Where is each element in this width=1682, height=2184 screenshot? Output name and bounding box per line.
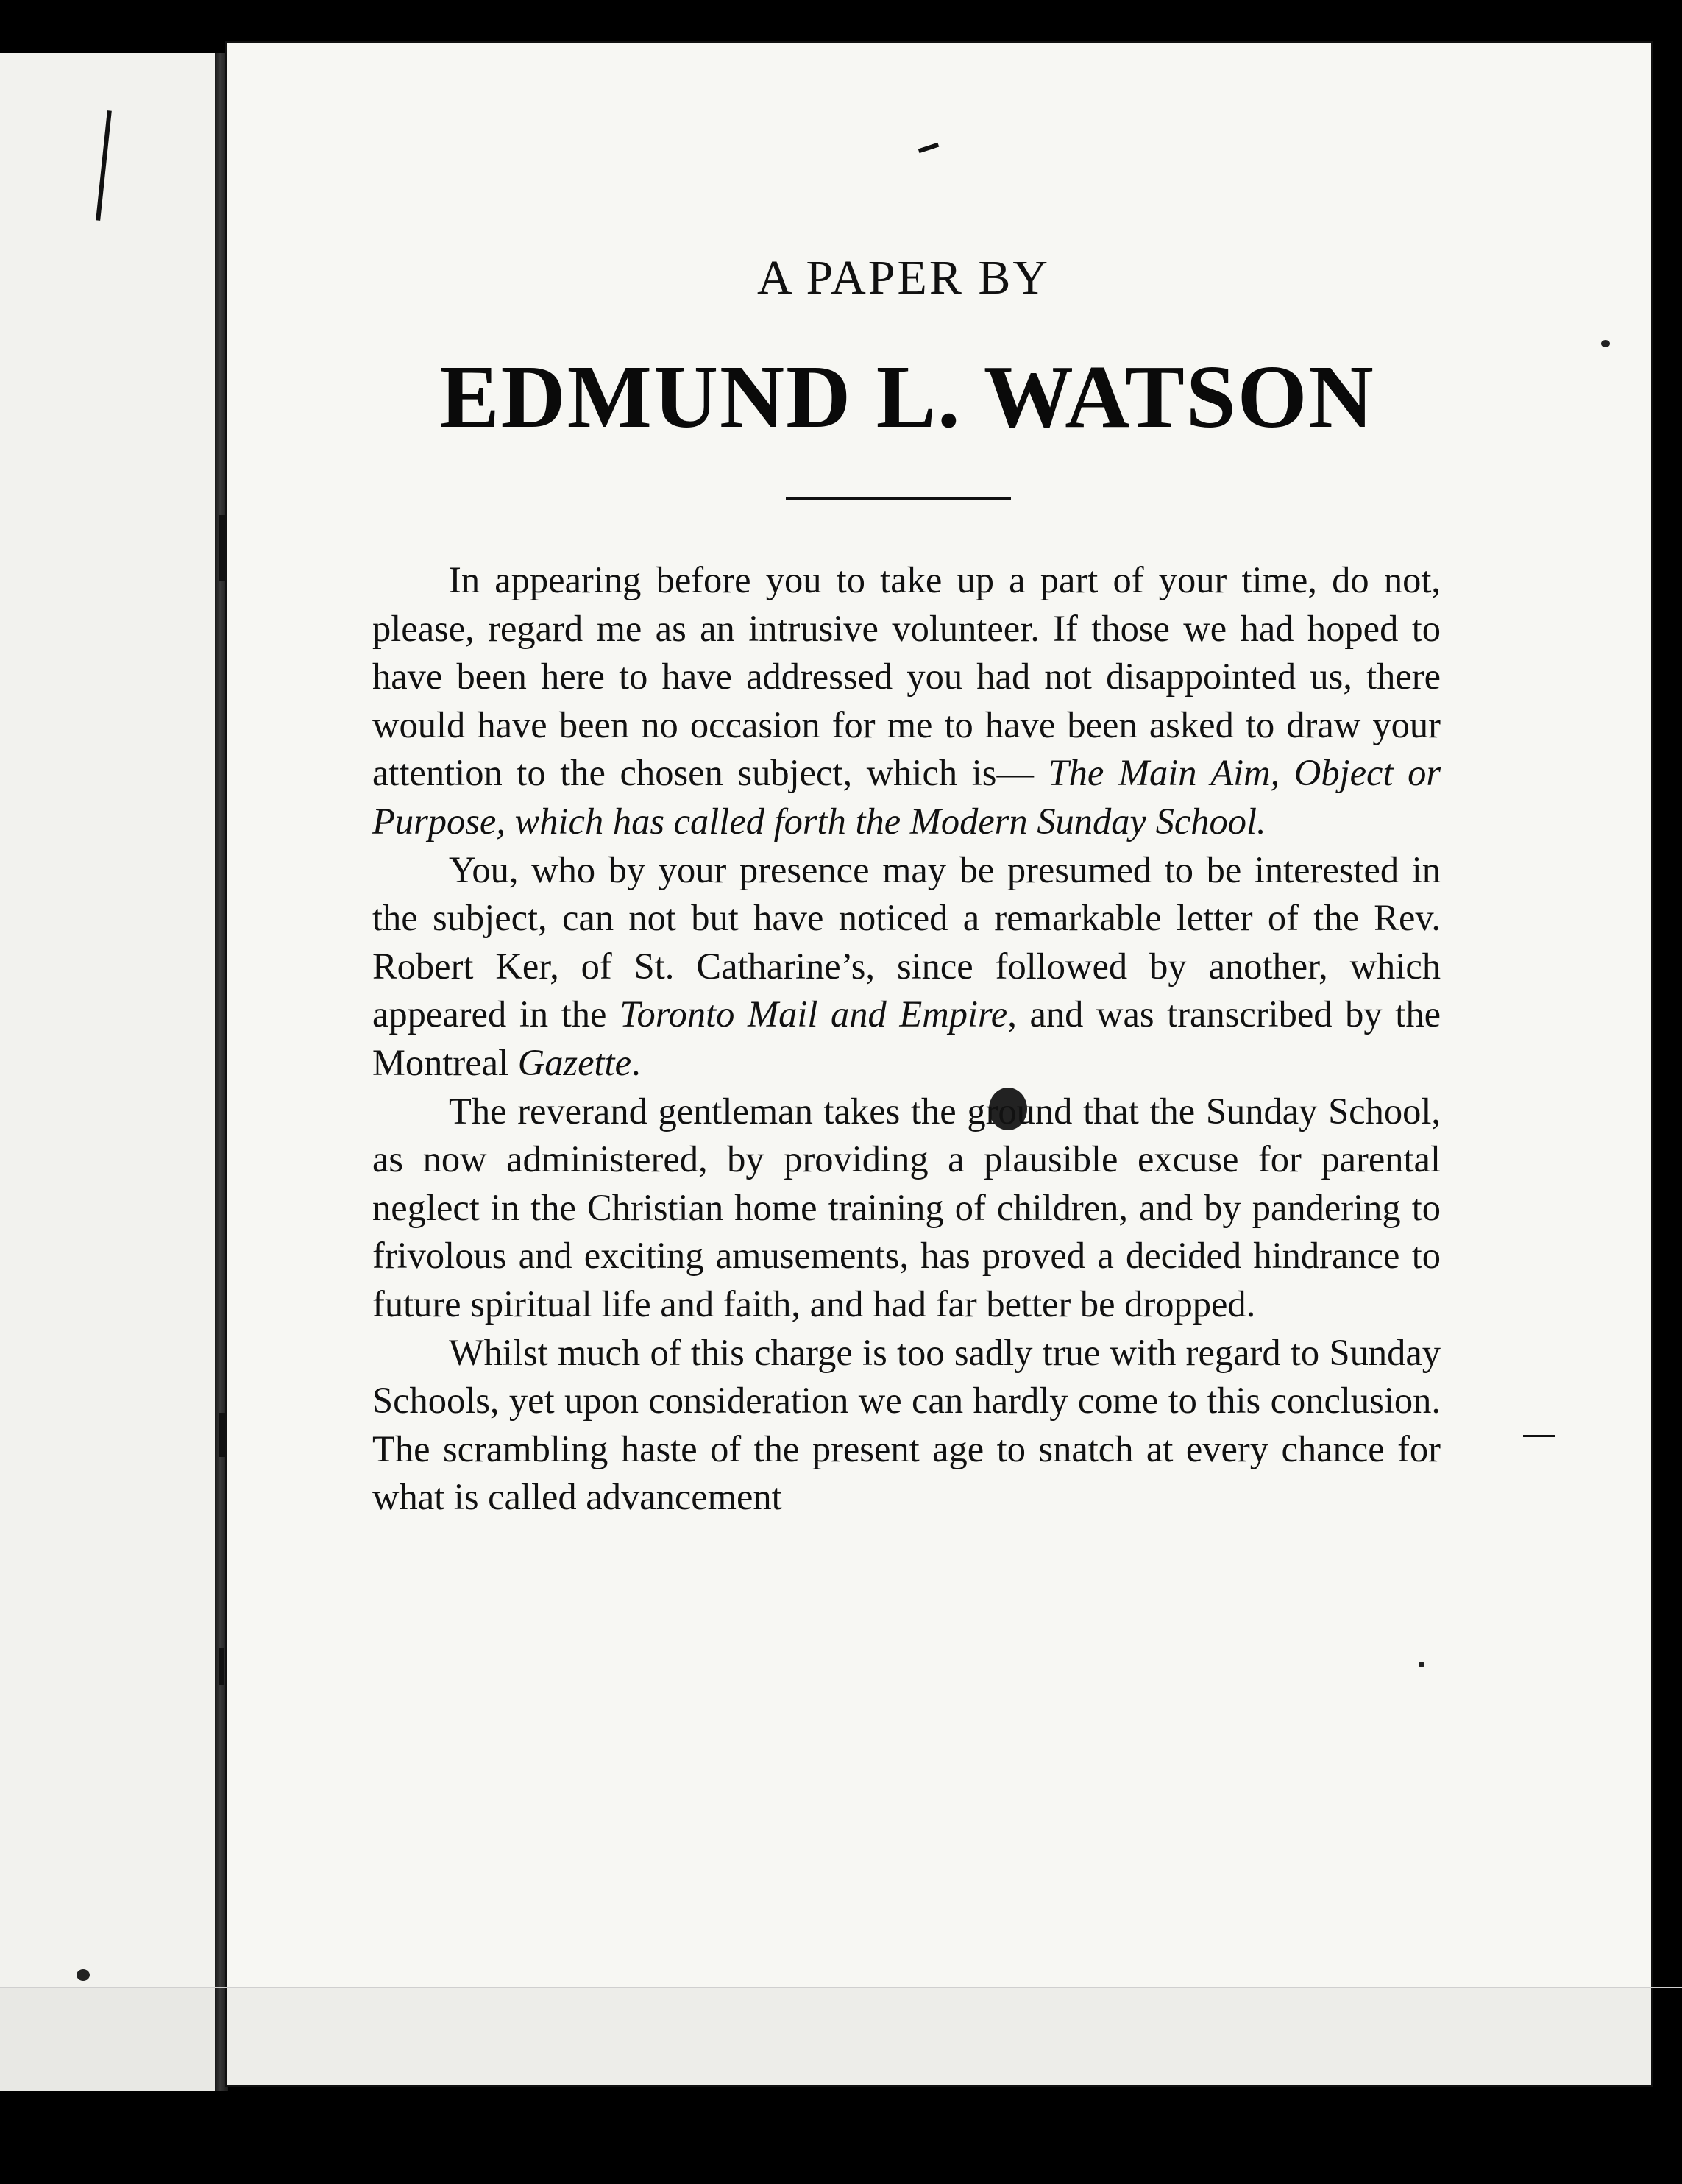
paragraph-text: The reverand gentleman takes the ground that the Sunday School, as now administered, by providing a plausible excuse for parental neglect in the Christian home training of children, and by pandering to frivolous and exciting amusements, has proved a decided hindrance to future spiritual life and faith, and had far better be dropped.: [372, 1090, 1441, 1325]
paragraph-italic: Toronto Mail and Empire: [620, 993, 1008, 1035]
scan-speck: [77, 1969, 90, 1981]
scan-mark: [219, 515, 225, 581]
paragraph: [372, 846, 1441, 1088]
paragraph-text: In appearing before you to take up a part of your time, do not, please, regard me as an intrusive volunteer. If those we had hoped to have been here to have addressed you had not disappointed us, there would have been no occasion for me to have been asked to draw your attention to the chosen subject, which is—: [372, 559, 1441, 794]
author-title: EDMUND L. WATSON: [439, 347, 1375, 447]
scan-bottom-band: [0, 1987, 1682, 2092]
paragraph-text: , and was transcribed by the Montreal: [372, 993, 1441, 1083]
title-rule: [786, 497, 1011, 500]
paragraph-text: You, who by your presence may be presumed to be interested in the subject, can not but have noticed a remarkable letter of the Rev. Robert Ker, of St. Catharine’s, since followed by another, which appeared in the: [372, 848, 1441, 1035]
paragraph: [372, 1088, 1441, 1329]
paragraph: [372, 556, 1441, 846]
scan-mark: [1523, 1435, 1555, 1437]
paragraph: [372, 1329, 1441, 1522]
paragraph-text: Whilst much of this charge is too sadly true with regard to Sunday Schools, yet upon consideration we can hardly come to this conclusion. The scrambling haste of the present age to snatch at every chance for what is called advancement: [372, 1331, 1441, 1518]
scan-mark: [219, 1413, 225, 1457]
scan-speck: [1419, 1662, 1424, 1667]
paragraph-italic: Gazette: [517, 1041, 631, 1083]
scan-mark: [219, 1648, 224, 1685]
byline: A PAPER BY: [756, 251, 1051, 305]
paragraph-italic: The Main Aim, Object or Purpose, which has called forth the Modern Sunday School.: [372, 752, 1441, 842]
body-text: [372, 556, 1441, 1522]
paragraph-text: .: [631, 1041, 641, 1083]
